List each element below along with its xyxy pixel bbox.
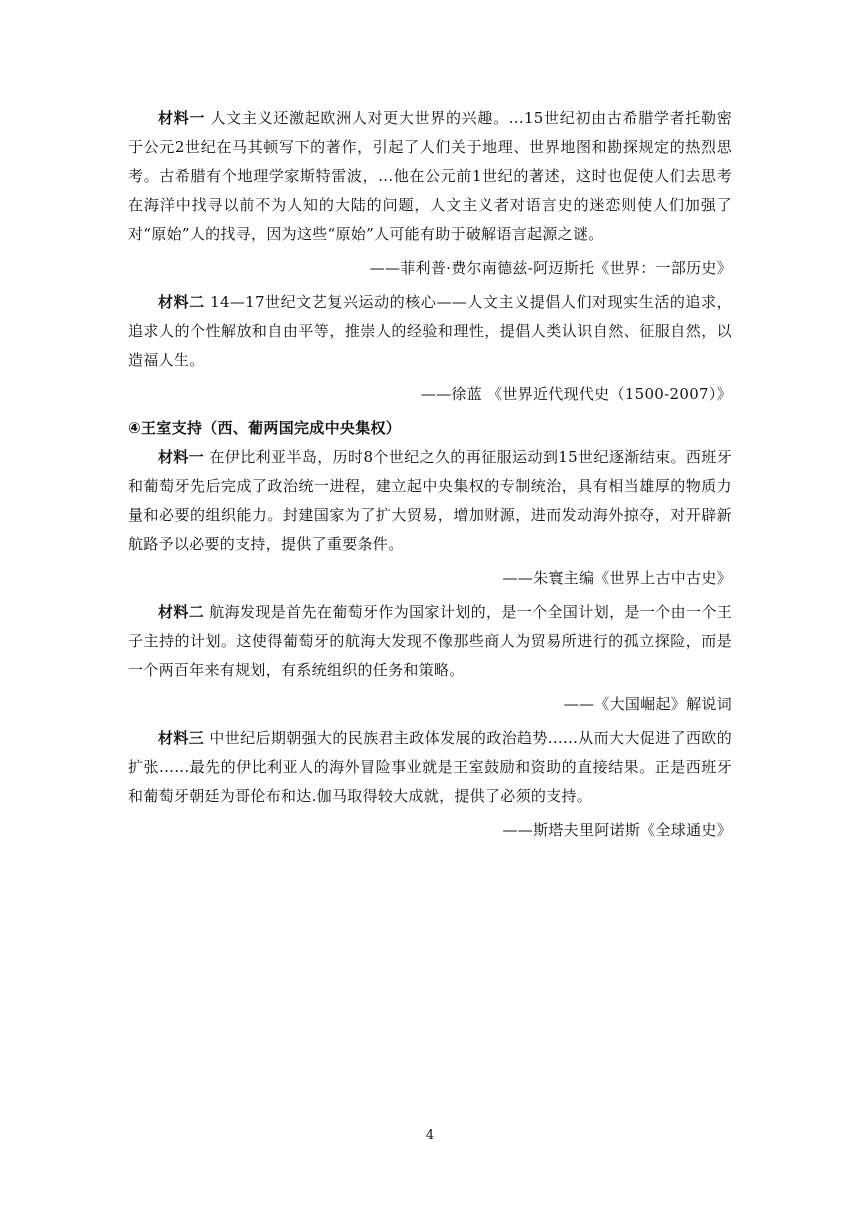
document-body: [128, 104, 732, 850]
section-heading: ④王室支持（西、葡两国完成中央集权）: [128, 419, 402, 437]
citation: ——斯塔夫里阿诺斯《全球通史》: [502, 821, 732, 839]
material-label: 材料三: [158, 729, 205, 747]
material-text: 14—17世纪文艺复兴运动的核心——人文主义提倡人们对现实生活的追求，追求人的个性解放和自由平等，推崇人的经验和理性，提倡人类认识自然、征服自然，以造福人生。: [128, 293, 732, 369]
material-paragraph: [128, 598, 732, 685]
citation: ——朱寰主编《世界上古中古史》: [502, 569, 732, 587]
material-label: 材料二: [158, 603, 205, 621]
citation: ——菲利普·费尔南德兹-阿迈斯托《世界：一部历史》: [369, 259, 732, 277]
material-paragraph: [128, 104, 732, 249]
material-paragraph: [128, 288, 732, 375]
material-paragraph: [128, 724, 732, 811]
material-text: 航海发现是首先在葡萄牙作为国家计划的，是一个全国计划，是一个由一个王子主持的计划。这使得葡萄牙的航海大发现不像那些商人为贸易所进行的孤立探险，而是一个两百年来有规划，有系统组织的任务和策略。: [128, 603, 732, 679]
page-number: 4: [425, 1128, 435, 1143]
citation: ——徐蓝 《世界近代现代史（1500-2007）》: [420, 385, 732, 403]
material-text: 在伊比利亚半岛，历时8个世纪之久的再征服运动到15世纪逐渐结束。西班牙和葡萄牙先后完成了政治统一进程，建立起中央集权的专制统治，具有相当雄厚的物质力量和必要的组织能力。封建国家为了扩大贸易，增加财源，进而发动海外掠夺，对开辟新航路予以必要的支持，提供了重要条件。: [128, 448, 732, 553]
material-label: 材料一: [158, 448, 205, 466]
material-paragraph: [128, 443, 732, 559]
material-label: 材料一: [158, 109, 206, 127]
material-text: 人文主义还激起欧洲人对更大世界的兴趣。...15世纪初由古希腊学者托勒密于公元2世纪在马其顿写下的著作，引起了人们关于地理、世界地图和勘探规定的热烈思考。古希腊有个地理学家斯特雷波，...他在公元前1世纪的著述，这时也促使人们去思考在海洋中找寻以前不为人知的大陆的问题，人文主义者对语言史的迷恋则使人们加强了对“原始”人的找寻，因为这些“原始”人可能有助于破解语言起源之谜。: [128, 109, 732, 243]
citation: ——《大国崛起》解说词: [563, 695, 732, 713]
material-text: 中世纪后期朝强大的民族君主政体发展的政治趋势......从而大大促进了西欧的扩张......最先的伊比利亚人的海外冒险事业就是王室鼓励和资助的直接结果。正是西班牙和葡萄牙朝廷为哥伦布和达.伽马取得较大成就，提供了必须的支持。: [128, 729, 732, 805]
material-label: 材料二: [158, 293, 205, 311]
